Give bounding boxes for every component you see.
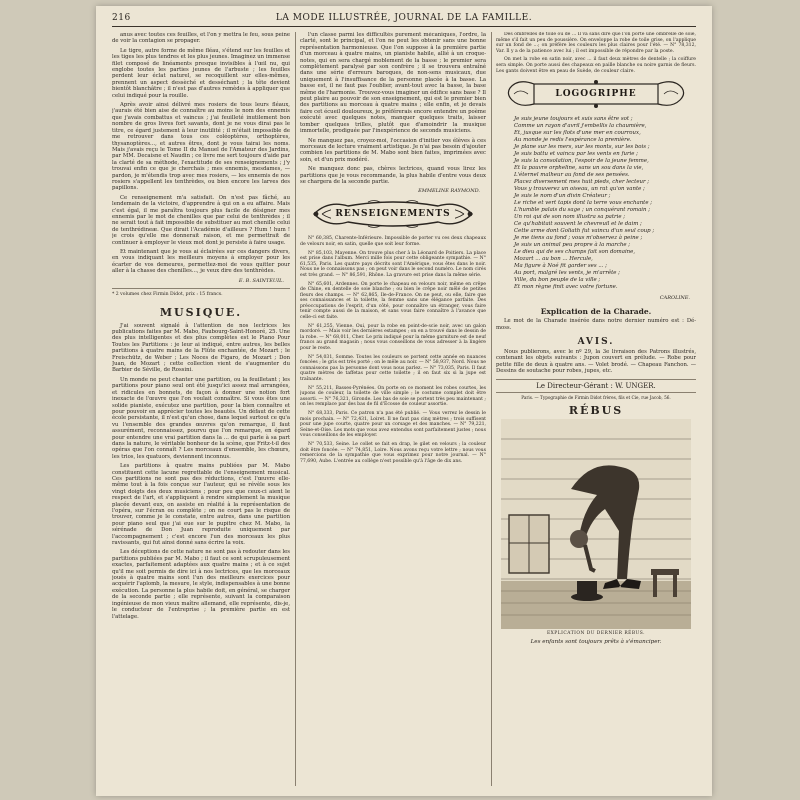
poem-line: Un roi qui de son nom illustra sa patrie ;: [514, 214, 626, 221]
music-paragraph: Les partitions à quatre mains publiées par M. Mabo constituent cette lacune regrettable de l'enseignement musical. Ces partitions ne sont pas des réductions, c'est l'œuvre elle-même tout à la fois conçue sur l'auteur, qui se révèle sous les vingt doigts des deux musiciens ; pour peu que ceux-ci aient le respect de l'art, et s'appliquent à rendre simplement la musique placée devant eux, on assiste en réalité à la représentation de l'opéra, sur l'écran ou complète ; on ne court pas le risque de trouver, comme je le constate, entre autres, dans une partition pour piano seul que j'ai eue sur le pupitre chez M. Mabo, la sérénade de Don Juan reproduite uniquement par l'accompagnement ; c'est encore l'un des morceaux les plus ravissants, qui fut ainsi donné sans écrire la voix.: [112, 463, 290, 547]
answer-item: N° 65,601, Ardennes. On porte le chapeau en velours noir, même en crêpe de Chine, en dentelle de soie blanche ; ou bien le crêpe noir mêlé de petites fleurs des champs. — N° 62,865, Ile-de-France. On ne peut, ou elle, faire que ses connaissances et la toilette, la femme sans une élégance parfaite. Des préoccupations de l'esprit, d'un côté, pour connaître un étranger, vous faire tenir compte aussi de la maison, et sans vous faire connaître à l'avance que celle-ci est faite.: [300, 281, 486, 321]
rebus-title: RÉBUS: [568, 403, 624, 417]
column-right: [496, 32, 696, 786]
rebus-answer: Les enfants sont toujours prêts à s'émanciper.: [530, 638, 662, 645]
rebus-illustration: [501, 419, 691, 629]
rebus-caption: EXPLICATION DU DERNIER RÉBUS.: [546, 630, 646, 636]
poem-line: Vous y trouverez un oiseau, un rat qu'on vante ;: [514, 186, 645, 193]
logogriphe-banner: [504, 78, 688, 110]
poem-line: Ce qu'habitait souvent le chevreuil et le daim ;: [514, 221, 642, 228]
poem-line: Je suis battu et vaincu par les vents en furie ;: [514, 151, 638, 158]
avis-title: AVIS.: [577, 336, 615, 347]
music-paragraph: J'ai souvent signalé à l'attention de nos lectrices les publications faites par M. Mabo, Faubourg-Saint-Honoré, 25. Une des plus intelligentes et des plus complètes est le Piano Pour Toutes les Partitions : je leur ai indiqué, entre autres, les belles partitions à quatre mains de la Flûte enchantée, de Mozart ; le Freischütz, de Weber ; Les Noces de Figaro, de Mozart ; Don Juan, de Mozart ; cette collection vient de s'augmenter du Barbier de Séville, de Rossini.: [112, 322, 290, 374]
banner-title: LOGOGRIPHE: [551, 88, 640, 100]
poem-line: Je plane sur les mers, sur les monts, sur les bois ;: [514, 144, 650, 151]
logogriphe-poem: [514, 116, 690, 291]
poem-line: Et la pauvre orpheline, sans un sou dans la vie,: [514, 165, 644, 172]
journal-title: LA MODE ILLUSTRÉE, JOURNAL DE LA FAMILLE.: [275, 13, 533, 23]
answer-item: N° 68,333, Paris. Ce patron n'a pas été publié. — Vous verrez le dessin le mois prochain. — N° 72,431, Loiret. Il ne faut pas cinq mètres ; trois suffisent pour une jupe courte, quatre pour un corsage et des manches. — N° 79,221, Seine-et-Oise. Les mots que vous avez entendus sont parfaitement justes ; nous vous conseillons de les employer.: [300, 410, 486, 439]
renseignements-banner: [308, 198, 478, 230]
article-paragraph: Ce renseignement m'a satisfait. On n'est pas fâché, au lendemain de la victoire, d'apprendre à qui on a eu affaire. Mais c'est égal, il me paraîtra toujours plus facile de désigner mes ennemis par le mot de chenilles que par celui de tenthrèdes ; il ne serait tout à fait impossible de substituer au mot chenille celui de tenthrédineæ. Que dirait l'Académie d'ailleurs ? Hum ! hum ! je crois qu'elle me donnerait raison, et me permettrait de continuer à employer le vieux mot dont je persiste à faire usage.: [112, 194, 290, 246]
poem-line: Au monde je redis l'espérance la première.: [514, 137, 632, 144]
article-paragraph: Le tigre, autre forme de même fléau, s'étend sur les feuilles et les tiges les plus tendres et les plus jeunes. Imaginez un immense filet composé de linéaments presque invisibles à l'œil nu, qui englobe toutes les parties jeunes de l'arbuste ; les feuilles perdent leur éclat naturel, se recoquillent sur elles-mêmes, prennent un aspect dessèché et desséchant ; la tête devient bientôt blanchâtre ; il n'est pas d'autres remèdes à appliquer que celui indiqué pour la rouille.: [112, 47, 290, 99]
answer-item: N° 70,533, Seine. Le collet se fait en drap, le gilet en velours ; la couleur doit être foncée. — N° 74,851, Loire. Nous avons reçu votre lettre ; nous vous remercions de la sympathie que vous exprimez pour notre journal. — N° 77,690, Aube. L'entrée au collège n'est possible qu'à l'âge de dix ans.: [300, 441, 486, 464]
answer-item: On met la robe en satin noir, avec ... il faut deux mètres de dentelle ; la coiffure sera simple. On porte aussi des chapeaux en paille blanche ou noire garnis de fleurs. Les gants doivent être en peau de Suède, de couleur claire.: [496, 57, 696, 74]
poem-line: Et mon règne finit avec votre fortune.: [514, 284, 618, 291]
charade-title: Explication de la Charade.: [540, 307, 652, 317]
answer-item: N° 55,211, Basses-Pyrénées. On porte en ce moment les robes courtes, les jupons de couleur, la toilette de ville simple ; le costume complet doit être assorti. — N° 76,321, Gironde. Les bas de soie se portent très peu maintenant ; on les remplace par des bas de fil d'Écosse de couleur assortie.: [300, 385, 486, 408]
music-paragraph: Les déceptions de cette nature ne sont pas à redouter dans les partitions publiées par M. Mabo ; il faut ce sont scrupuleusement exactes, parfaitement adaptées aux quatre mains ; et à ce sujet qu'il me soit permis de dire ici à nos lectrices, que les morceaux joués à quatre mains sont l'un des meilleurs exercices pour acquérir l'aplomb, la mesure, le style, indispensables à une bonne exécution. La personne la plus habile doit, en général, se charger de la seconde partie ; elle représente, suivant la comparaison ingénieuse de mon vieux maître allemand, elle représente, dis-je, le conducteur de l'entreprise ; la première partie en est l'attelage.: [112, 549, 290, 620]
poem-line: Ville, du bon peuple de la ville ;: [514, 277, 601, 284]
article-paragraph: Ne manquez donc pas, chères lectrices, quand vous lirez les partitions que je vous recommande, la plus habile d'entre vous deux se chargera de la seconde partie.: [300, 166, 486, 185]
page-number: 216: [112, 13, 131, 23]
poem-line: Le riche et vert tapis dont la terre vous enchante ;: [514, 200, 653, 207]
poem-line: L'éternel malheur au fond de ses pensées.: [514, 172, 630, 179]
article-paragraph: Ne manquez pas, croyez-moi, l'occasion d'initier vos élèves à ces morceaux de lecture vraiment artistique. Je n'ai pas besoin d'ajouter combien les partitions de M. Mabo sont bien faites, imprimées avec soin, et d'un prix modéré.: [300, 137, 486, 163]
article-signature: EMMELINE RAYMOND.: [418, 188, 480, 195]
poem-line: Et, jusque sur les flots d'une mer en courroux,: [514, 130, 641, 137]
answer-item: N° 54,031, Somme. Toutes les couleurs se portent cette année en nuances foncées ; le gris est très porté ; on le mêle au noir. — N° 58,937, Nord. Nous ne connaissons pas la personne dont vous nous parlez. — N° 73,035, Paris. Il faut quatre mètres de taffetas pour cette toilette ; il en faut six si la jupe est traînante.: [300, 354, 486, 382]
article-paragraph: anus avec toutes ces feuilles, et l'on y mettra le feu, sous peine de voir la contagion se propager.: [112, 32, 290, 45]
banner-title: RENSEIGNEMENTS: [331, 208, 454, 220]
answers-list: [300, 236, 486, 464]
section-title-musique: MUSIQUE.: [159, 305, 243, 319]
poem-signature: CAROLINE.: [659, 295, 690, 302]
article-paragraph: Et maintenant que je vous ai éclairées sur ces dangers divers, en vous indiquant les meilleurs moyens à employer pour les écarter de vos demeures, permettez-moi de vous quitter pour aller à la chasse des chenilles..., je veux dire des tenthrèdes.: [112, 249, 290, 275]
poem-line: L'humble palais du sage ; un conquérant romain ;: [514, 207, 651, 214]
answer-item: N° 85,103, Mayenne. On trouve plus cher à la Léonard de Poitiers. La place est prise dans l'album. Merci mille fois pour cette obligeante sympathie. — N° 61,535, Paris. Les quatre pays décrits sont l'Amérique, vous êtes dans le noir. Nous ne le connaissons pas ; on peut voir dans le second numéro. Le nom cirés est très grand. — N° 86,591, Rhône. La gravure est prise dans la même série.: [300, 250, 486, 278]
article-paragraph: l'un classe parmi les difficultés purement mécaniques, l'ordre, la clarté, sont le principal, et l'on ne peut les obtenir sans une bonne représentation harmonieuse. Que l'on suppose à la première partie d'un morceau à quatre mains, un pianiste habile, allié à un croque-notes, qui en sera chargé moblement de la basse ; le premier sera complètement paralysé par son confrère ; il se trouvera entraîné dans une série d'erreurs baroques, de non-sens musicaux, due uniquement à l'insuffisance de la personne placée à la basse. La basse est, il ne faut pas l'oublier, avant-tout avec la basse, la base même de l'harmonie. Trouvez-vous imaginer un édifice sans base ? Il peut plaire au pouvoir de son enseignement, qui est le premier bien des partitions au morceau à quatre mains ; elle enfin, et je devais faire cet écueil douloureux, je préférerais encore entendre un poème exécuté avec quelques notes, manquer quelques traits, laisser tomber quelques trilles, plutôt que d'amoindrir la musique immortelle, prodiguée par l'inexpérience de seconds musiciens.: [300, 32, 486, 135]
poem-line: Cette arme dont Goliath fut vaincu d'un seul coup ;: [514, 228, 655, 235]
poem-line: Je suis la consolation, l'espoir de la jeune femme,: [514, 158, 649, 165]
answers-continued: [496, 32, 696, 74]
footnote: * 2 volumes chez Firmin Didot, prix : 15 francs.: [112, 288, 290, 298]
poem-line: Je me tiens au fond ; vous m'observez à peine ;: [514, 235, 643, 242]
article-paragraph: Après avoir ainsi délivré mes rosiers de tous leurs fléaux, j'aurais été bien aise de connaître au moins le nom des ennemis que j'avais combattus et vaincus ; j'ai feuilleté inutilement bon nombre de gros livres fort savants, dont je ne vous dirai pas le titre, ce égard justement à leur inutilité ; il m'était impossible de me retrouver dans tous ces coléoptères, orthoptères, thysanoptères..., et autres êtres, dont je vous tairai les noms. Mais j'avais reçu le Tome II du Manuel de l'Amateur des Jardins, par MM. Decaisne et Naudin ; ce livre me sert toujours d'aide par la clarté de sa méthode, l'exactitude de ses renseignements ; j'y trouvai enfin ce que je cherchais ; mes ennemis, mesdames, — pardon, je m'étendis trop avec mes rosiers, — les ennemis de nos rosiers s'appellent les tenthrèdes, ou bien encore les larves des papillons.: [112, 102, 290, 192]
answer-item: Des ombrelles de toile ou de ... Il va sans dire que l'on porte une ombrelle de soie, même s'il fait un peu de poussière. On enveloppe la robe de toile grise, on l'applique sur un fond de ...; on préfère les couleurs les plus claires pour l'été. — N° 78,312, Var. Il y a de la patience avec lui ; il est impossible de répondre par la poste.: [496, 32, 696, 54]
column-middle: [300, 32, 486, 786]
poem-line: Ma figure à Noé fit garder ses ... ;: [514, 263, 607, 270]
column-rule: [295, 32, 296, 786]
poem-line: Je suis un animal peu propre à la marche ;: [514, 242, 631, 249]
page-header: [112, 12, 696, 27]
charade-text: Le mot de la Charade insérée dans notre dernier numéro est : Dé-moss.: [496, 318, 696, 331]
poem-line: Comme un rayon d'avril j'embellis la chaumière,: [514, 123, 647, 130]
answer-item: N° 60,385, Charente-Inférieure. Impossible de porter vu ces deux chapeaux de velours noir, en satin, quelle que soit leur forme.: [300, 236, 486, 247]
poem-line: Je suis le nom d'un divin Créateur ;: [514, 193, 611, 200]
answer-item: N° 61,255, Vienne. Oui, pour la robe en point-de-scie noir, avec un galon mordoré. — Mais voir les dernières estampes ; on en a trouvé dans le dessin de la robe. — N° 68,011, Cher. Le prix indiqué pour la même garniture est de neuf francs au grand magasin ; nous vous conseillons de vous adresser à la lingère pour le reste.: [300, 323, 486, 352]
poem-line: Placez diversement mes huit pieds, cher lecteur ;: [514, 179, 650, 186]
director-line: Le Directeur-Gérant : W. UNGER.: [496, 379, 696, 393]
printer-line: Paris. — Typographie de Firmin Didot frères, fils et Cie, rue Jacob, 56.: [521, 394, 671, 400]
poem-line: Mozart ... au bon ... Hercule,: [514, 256, 593, 263]
poem-line: Au port, malgré les vents, je m'arrête ;: [514, 270, 620, 277]
column-rule: [491, 32, 492, 786]
column-left: [112, 32, 290, 786]
music-paragraph: Un monde ne peut chanter une partition, ou la feuilletant ; les partitions pour piano seul ont été jusqu'ici assez mal arrangées, et ridicules en bonnets, de façon à donner une notion fort inexacte de l'œuvre que l'on voulait connaître. Si vous êtes une solide pianiste, exécutez une partition, pour la bien connaître et pour pouvoir en apprécier toutes les beautés. Un défaut de cette école persistante, il n'est qu'un chose, dans lequel surtout ce qu'a vu l'ensemble des grandes œuvres qu'on remarque, il faut assurément, reconnaissez, pourvu que l'on remarque, en égard pour entendre une vrai partition dans la ... de qui parle à sa part dans la nature, le véritable bonheur de la scène, que Fritz-t-il des opéras que l'on connaît ? Les morceaux d'ensemble, les chœurs, les trios, les quatuors, deviennent inconnus.: [112, 376, 290, 460]
avis-text: Nous publierons, avec le nº 29, la 3e livraison des Patrons illustrés, contenant les objets suivants : Jupon couvert en prélude. — Robe pour petite fille de deux à quatre ans. — Volet brodé. — Chapeau Fanchon. — Dessins de soutache pour robes, jupes, etc.: [496, 348, 696, 375]
poem-line: Le dieu qui de ses champs fait son domaine,: [514, 249, 636, 256]
poem-line: Je suis jeune toujours et suis sans être sot ;: [514, 116, 633, 123]
article-signature: E. B. SAINTEUIL.: [238, 277, 284, 284]
newspaper-page: [96, 6, 712, 796]
